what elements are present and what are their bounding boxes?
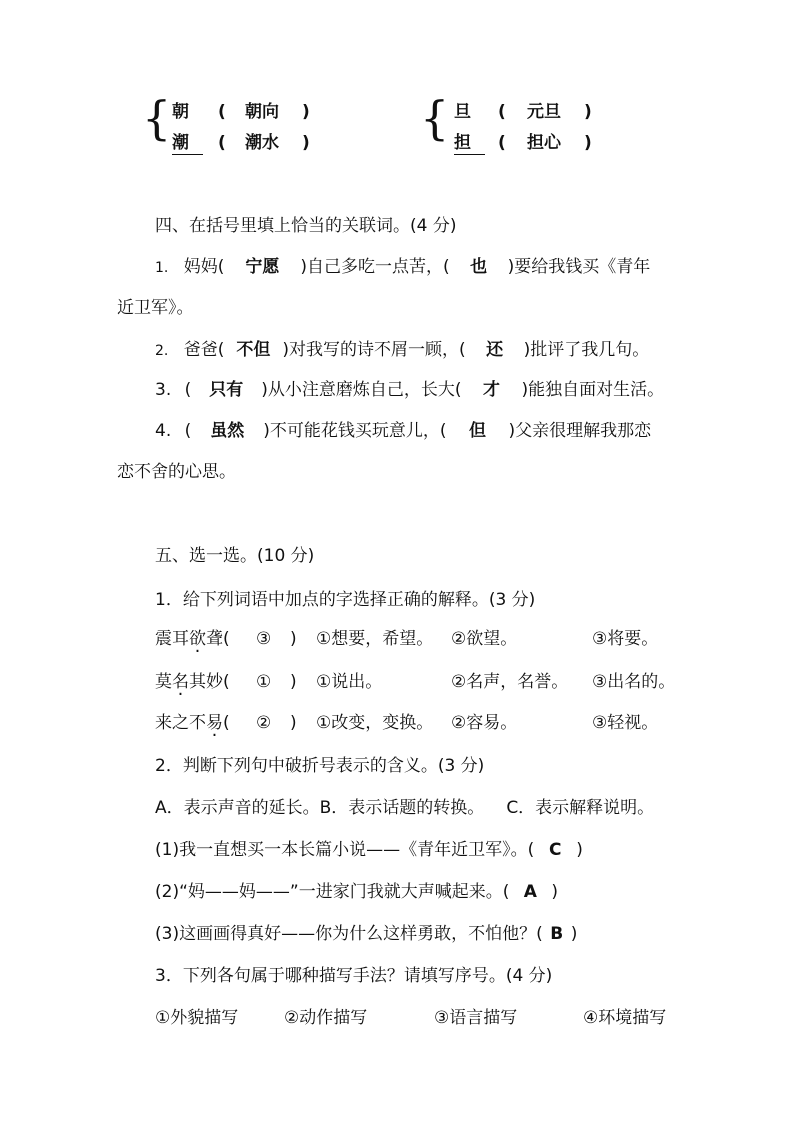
q1-row: 莫名其妙( [155,672,230,692]
word-row: 旦 [454,102,471,122]
right-brace: { [420,91,450,145]
word-row: 潮 [172,132,203,154]
answer-text: ① [256,672,272,692]
answer-text: ② [256,713,272,733]
section4-q2: 2. 爸爸( 不但 )对我写的诗不屑一顾，( 还 )批评了我几句。 [155,340,650,360]
q2-item: (2)“妈——妈——”一进家门我就大声喊起来。( A ) [155,882,558,902]
answer-text: 也 [470,257,488,277]
q3-option: ④环境描写 [583,1008,667,1028]
section5-title: 五、选一选。(10 分) [155,546,315,566]
word-row: 朝 [172,102,189,122]
section5-q1-title: 1．给下列词语中加点的字选择正确的解释。(3 分) [155,590,536,610]
answer-text: 朝向 [245,102,279,122]
q2-item: (1)我一直想买一本长篇小说——《青年近卫军》。( C ) [155,840,583,860]
answer-text: A [523,882,537,902]
answer-text: 不但 [236,340,271,360]
answer-text: 才 [483,380,501,400]
section5-q3-title: 3．下列各句属于哪种描写手法？请填写序号。(4 分) [155,966,553,986]
answer-text: ③ [256,629,272,649]
section4-q1: 1. 妈妈( 宁愿 )自己多吃一点苦，( 也 )要给我钱买《青年 [155,257,651,277]
answer-text: 担心 [527,133,561,153]
section5-q2-title: 2．判断下列句中破折号表示的含义。(3 分) [155,756,485,776]
q2-item: (3)这画画得真好——你为什么这样勇敢，不怕他？( B ) [155,924,578,944]
answer-text: 元旦 [527,102,561,122]
q3-option: ①外貌描写 [155,1008,239,1028]
section4-q4: 4. ( 虽然 )不可能花钱买玩意儿，( 但 )父亲很理解我那恋 [155,421,652,441]
section4-q3: 3. ( 只有 )从小注意磨炼自己，长大( 才 )能独自面对生活。 [155,380,665,400]
answer-text: 虽然 [210,421,245,441]
q1-row: 来之不易( [155,713,230,733]
q1-row: 震耳欲聋( [155,629,230,649]
answer-text: C [548,840,562,860]
answer-text: 宁愿 [245,257,280,277]
answer-text: B [550,924,564,944]
answer-text: 但 [469,421,487,441]
answer-text: 还 [486,340,504,360]
answer-text: 只有 [209,380,244,400]
worksheet-page: { 朝 ( 朝向 ) 潮 ( 潮水 ) { 旦 ( 元旦 ) 担 ( 担心 ) 四、在括号里填上恰当的关联词。(4 分) 1. 妈妈( 宁愿 )自己多吃一点苦，( 也 )要给我钱买《青年 近卫军》。 2. 爸爸( 不但 )对我写的诗不屑一顾，( 还 )批评了我几句。 3. ( 只有 )从小注意磨炼自己，长大( 才 )能独自面对生活。 4. ( 虽然 )不可能花钱买玩意儿，( 但 )父亲很理解我那恋 恋不舍的心思。 五、选一选。(10 分) 1．给下列词语中加点的字选择正确的解释。(3 分) 震耳欲聋( ③ ) ①想要，希望。 ②欲望。 ③将要。 莫名其妙( ① ) ①说出。 ②名声，名誉。 ③出名的。 来之不易( ② ) ①改变，变换。 ②容易。 ③轻视。 2．判断下列句中破折号表示的含义。(3 分) A．表示声音的延长。B．表示话题的转换。 C．表示解释说明。 (1)我一直想买一本长篇小说——《青年近卫军》。( C ) (2)“妈——妈——”一进家门我就大声喊起来。( A ) (3)这画画得真好——你为什么这样勇敢，不怕他？( B ) 3．下列各句属于哪种描写手法？请填写序号。(4 分) ①外貌描写 ②动作描写 ③语言描写 ④环境描写 [117,91,676,1028]
q3-option: ②动作描写 [284,1008,368,1028]
answer-text: 潮水 [245,133,279,153]
section4-title: 四、在括号里填上恰当的关联词。(4 分) [155,216,457,236]
q2-options: A．表示声音的延长。B．表示话题的转换。 C．表示解释说明。 [155,798,655,818]
left-brace: { [142,91,172,145]
q3-option: ③语言描写 [434,1008,518,1028]
word-row: 担 [454,132,485,154]
